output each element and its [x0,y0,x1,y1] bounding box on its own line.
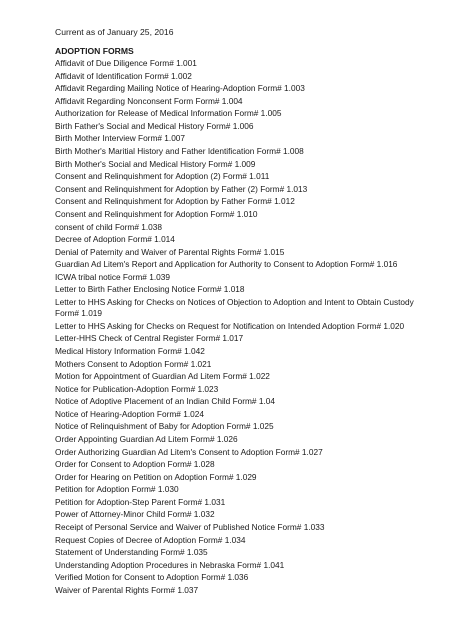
form-list-item: Waiver of Parental Rights Form# 1.037 [55,584,199,595]
form-list-item: Birth Mother's Maritial History and Father Identification Form# 1.008 [55,146,304,157]
form-list-item: Notice of Adoptive Placement of an Indian Child Form# 1.04 [55,396,275,407]
form-list-item: Denial of Paternity and Waiver of Parental Rights Form# 1.015 [55,246,285,257]
form-list-item: Decree of Adoption Form# 1.014 [55,234,175,245]
form-list-item: Mothers Consent to Adoption Form# 1.021 [55,358,212,369]
form-list-item: Consent and Relinquishment for Adoption Form# 1.010 [55,208,258,219]
form-list-item: Letter to HHS Asking for Checks on Request for Notification on Intended Adoption Form# 1.020 [55,320,405,331]
form-list-item: Birth Mother Interview Form# 1.007 [55,133,186,144]
form-list-item: Order Authorizing Guardian Ad Litem's Consent to Adoption Form# 1.027 [55,446,323,457]
form-list-item: Consent and Relinquishment for Adoption (2) Form# 1.011 [55,171,270,182]
form-list-item: Consent and Relinquishment for Adoption by Father Form# 1.012 [55,196,295,207]
form-list-item: Notice of Relinquishment of Baby for Adoption Form# 1.025 [55,421,274,432]
form-list-item: ICWA tribal notice Form# 1.039 [55,271,170,282]
form-list-item: Affidavit Regarding Nonconsent Form Form# 1.004 [55,95,243,106]
form-list-item: Motion for Appointment of Guardian Ad Litem Form# 1.022 [55,371,270,382]
form-list-item: Notice for Publication-Adoption Form# 1.023 [55,383,219,394]
form-list-item: Birth Mother's Social and Medical History Form# 1.009 [55,158,256,169]
form-list-item: Consent and Relinquishment for Adoption by Father (2) Form# 1.013 [55,183,308,194]
form-list-item: Medical History Information Form# 1.042 [55,345,205,356]
form-list-item: Affidavit of Due Diligence Form# 1.001 [55,58,197,68]
form-list-item: Petition for Adoption-Step Parent Form# 1.031 [55,496,226,507]
form-list-item: Receipt of Personal Service and Waiver of Published Notice Form# 1.033 [55,522,325,533]
form-list-item: Letter to Birth Father Enclosing Notice Form# 1.018 [55,284,245,295]
form-list-item: Affidavit of Identification Form# 1.002 [55,70,192,81]
form-list-item: Letter to HHS Asking for Checks on Notices of Objection to Adoption and Intent to Obtain Custody Form# 1.019 [55,296,414,319]
form-list-item: Power of Attorney-Minor Child Form# 1.032 [55,509,215,520]
form-list-item: Order for Hearing on Petition on Adoption Form# 1.029 [55,471,257,482]
form-list-item: Guardian Ad Litem's Report and Application for Authority to Consent to Adoption Form# 1.016 [55,259,398,270]
form-list-item: Petition for Adoption Form# 1.030 [55,484,179,495]
form-list-item: Birth Father's Social and Medical History Form# 1.006 [55,120,254,131]
form-list-item: Order for Consent to Adoption Form# 1.028 [55,459,215,470]
form-list-item: Request Copies of Decree of Adoption Form# 1.034 [55,534,246,545]
section-heading: ADOPTION FORMS [55,46,134,56]
form-list-item: Affidavit Regarding Mailing Notice of Hearing-Adoption Form# 1.003 [55,83,305,94]
form-list-item: Verified Motion for Consent to Adoption Form# 1.036 [55,572,249,583]
form-list-item: Order Appointing Guardian Ad Litem Form# 1.026 [55,433,238,444]
form-list-item: Statement of Understanding Form# 1.035 [55,547,208,558]
form-list [55,58,427,598]
form-list-item: Understanding Adoption Procedures in Nebraska Form# 1.041 [55,559,285,570]
date-line: Current as of January 25, 2016 [55,27,174,37]
form-list-item: Letter-HHS Check of Central Register Form# 1.017 [55,333,244,344]
form-list-item: consent of child Form# 1.038 [55,221,162,232]
form-list-item: Notice of Hearing-Adoption Form# 1.024 [55,408,204,419]
form-list-item: Authorization for Release of Medical Information Form# 1.005 [55,108,282,119]
